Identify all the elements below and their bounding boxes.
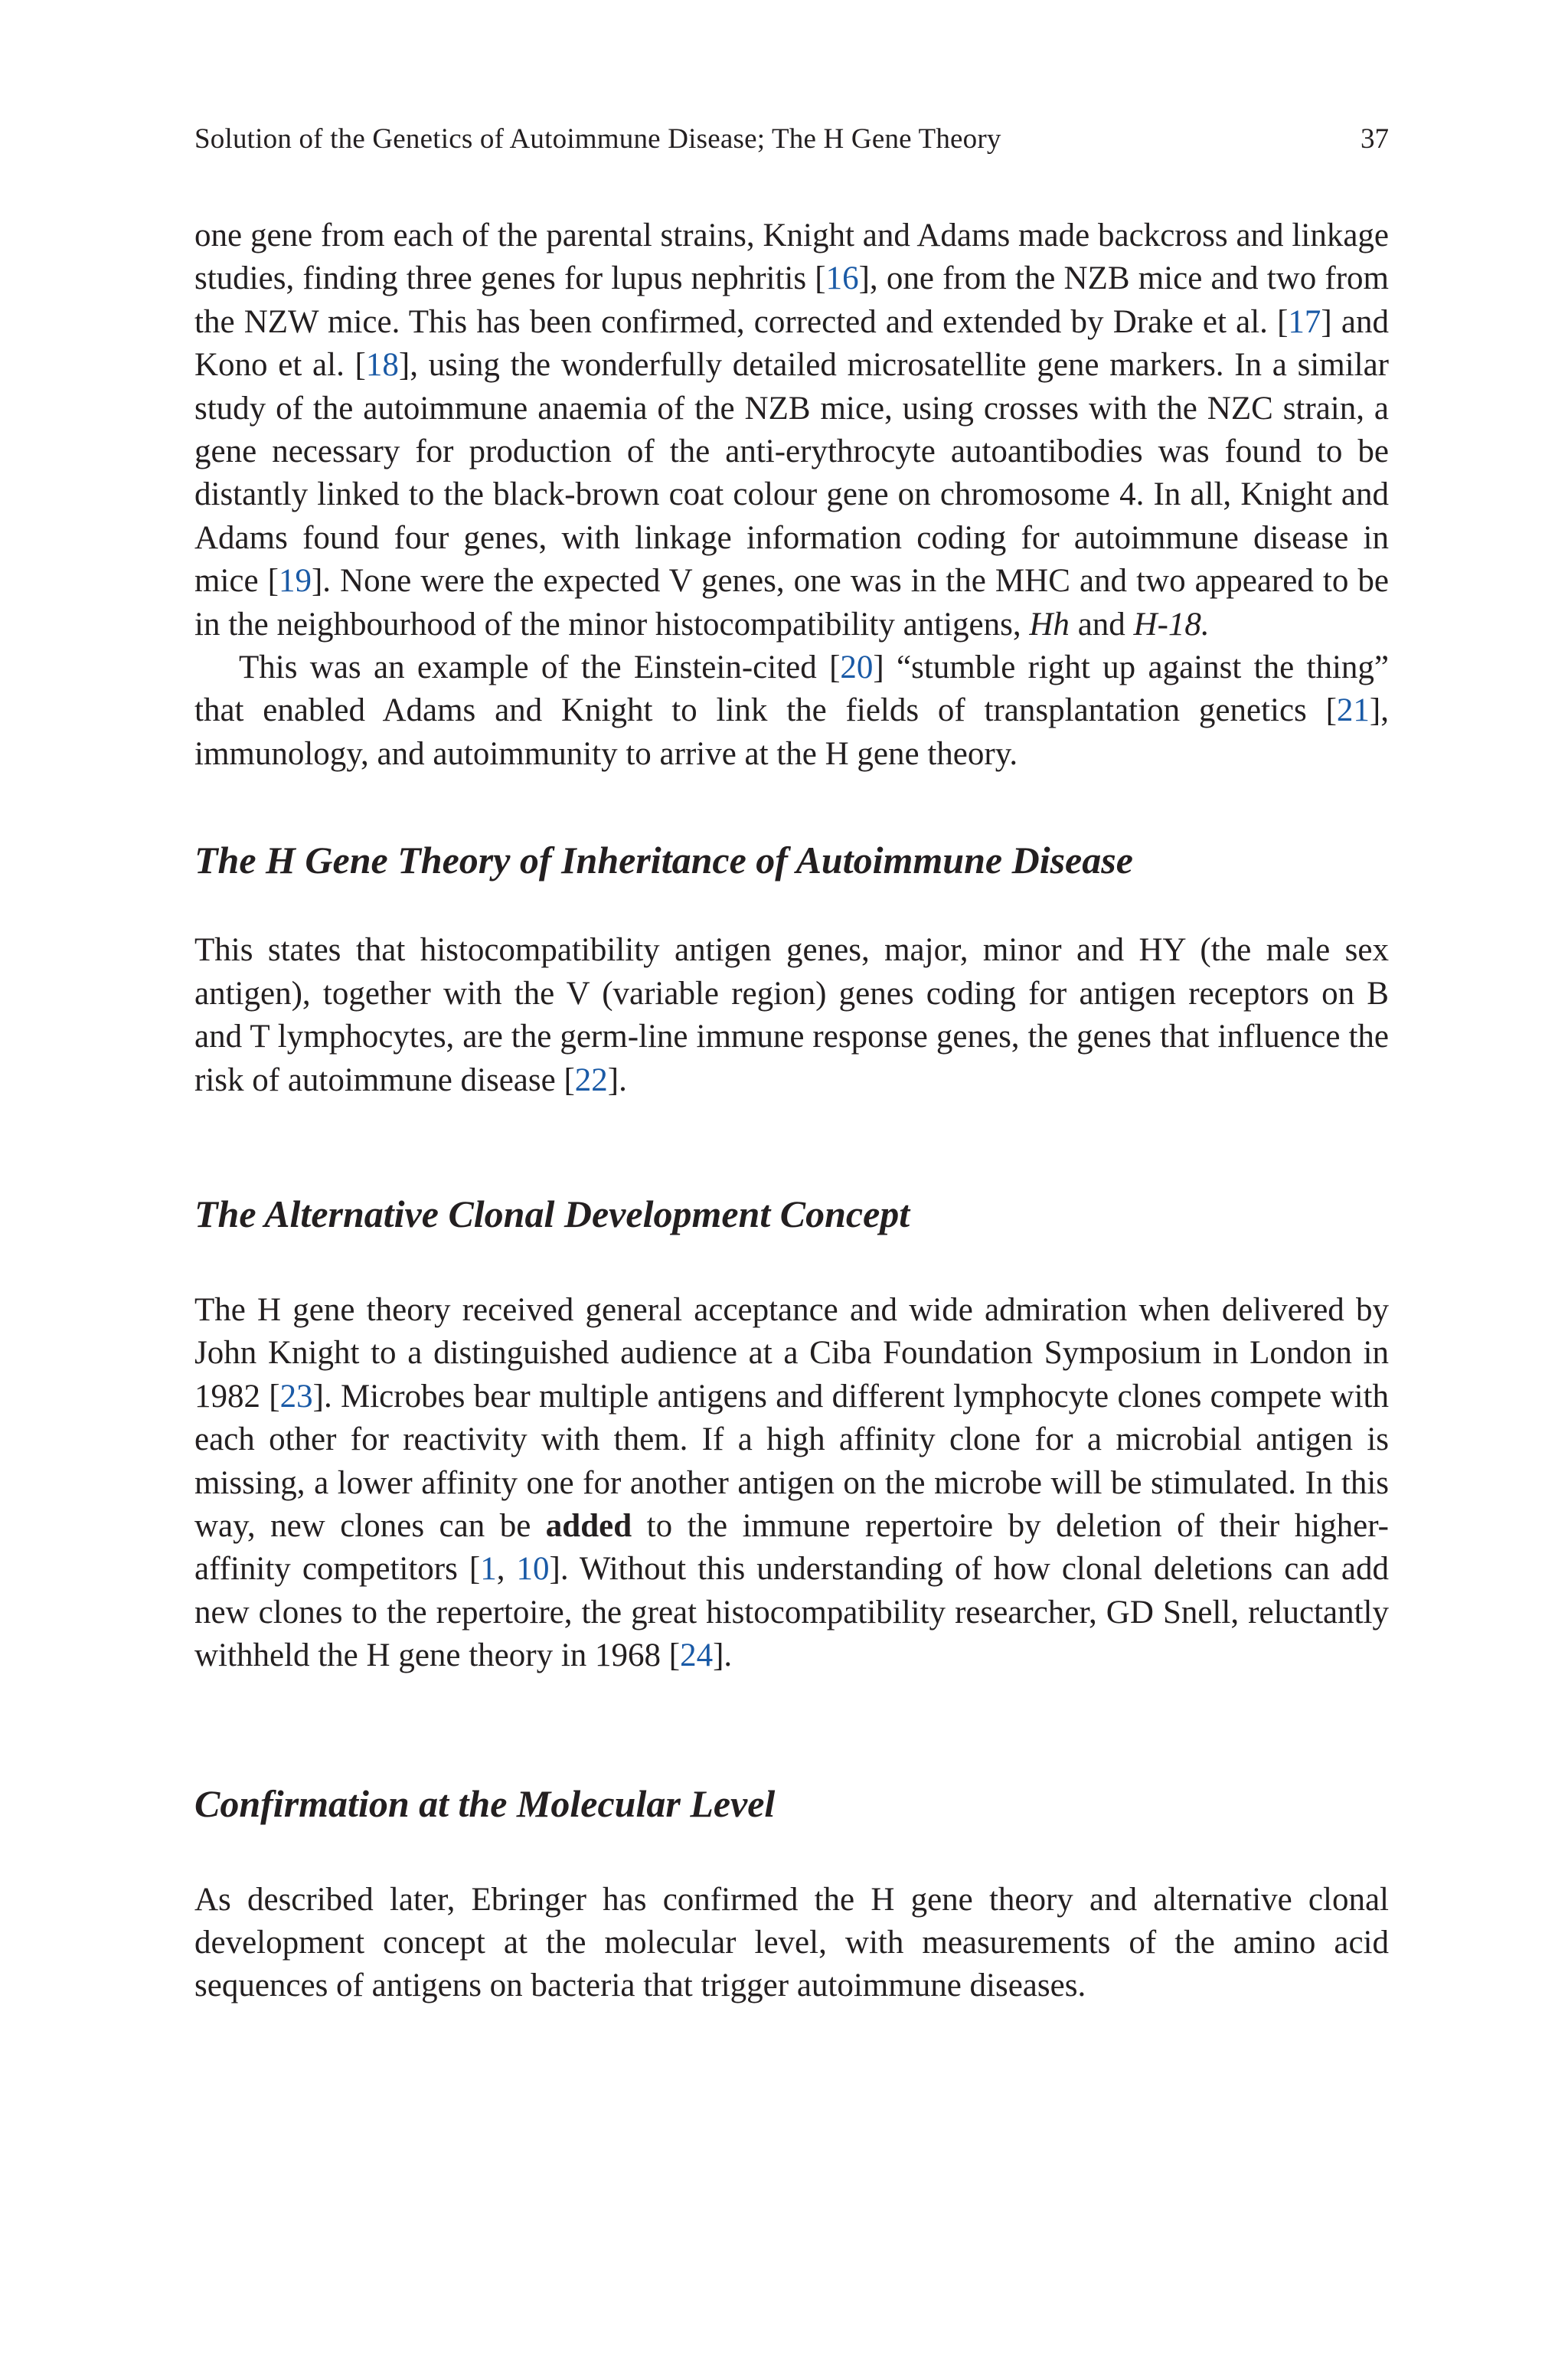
emphasis: added	[545, 1507, 632, 1544]
paragraph: The H gene theory received general acceptance and wide admiration when delivered by John Knight to a distinguished audience at a Ciba Foundation Symposium in London in 1982 [23]. Microbes bear multiple antigens and different lymphocyte clones compete with each other for reactivity with them. If a high affinity clone for a microbial antigen is missing, a lower affinity one for another antigen on the microbe will be stimulated. In this way, new clones can be added to the immune repertoire by deletion of their higher-affinity competitors [1, 10]. Without this understanding of how clonal deletions can add new clones to the repertoire, the great histocompatibility researcher, GD Snell, reluctantly withheld the H gene theory in 1968 [24].	[194, 1291, 1390, 1674]
running-head	[194, 123, 1389, 156]
paragraph: one gene from each of the parental strains, Knight and Adams made backcross and linkage studies, finding three genes for lupus nephritis [16], one from the NZB mice and two from the NZW mice. This has been confirmed, corrected and extended by Drake et al. [17] and Kono et al. [18], using the wonderfully detailed microsatellite gene markers. In a similar study of the autoimmune anaemia of the NZB mice, using crosses with the NZC strain, a gene necessary for production of the anti-erythrocyte autoantibodies was found to be distantly linked to the black-brown coat colour gene on chromosome 4. In all, Knight and Adams found four genes, with linkage information coding for autoimmune disease in mice [19]. None were the expected V genes, one was in the MHC and two appeared to be in the neighbourhood of the minor histocompatibility antigens, Hh and H-18.	[194, 218, 1390, 643]
section-heading: The H Gene Theory of Inheritance of Autoimmune Disease	[194, 839, 1133, 882]
gene-name: H-18.	[1133, 606, 1210, 643]
section-heading: The Alternative Clonal Development Concept	[194, 1192, 910, 1235]
citation-link[interactable]: 10	[516, 1551, 550, 1588]
citation-link[interactable]: 16	[825, 260, 859, 297]
citation-link[interactable]: 21	[1336, 692, 1370, 729]
paragraph: As described later, Ebringer has confirmed the H gene theory and alternative clonal development concept at the molecular level, with measurements of the amino acid sequences of antigens on bacteria that trigger autoimmune diseases.	[194, 1881, 1389, 2004]
citation-link[interactable]: 24	[680, 1637, 714, 1674]
citation-link[interactable]: 20	[840, 649, 874, 686]
page-number: 37	[1361, 123, 1389, 155]
section-heading: Confirmation at the Molecular Level	[194, 1781, 776, 1825]
citation-link[interactable]: 18	[365, 347, 399, 384]
running-head-title: Solution of the Genetics of Autoimmune Disease; The H Gene Theory	[194, 123, 1001, 155]
paragraph: This states that histocompatibility antigen genes, major, minor and HY (the male sex antigen), together with the V (variable region) genes coding for antigen receptors on B and T lymphocytes, are the germ-line immune response genes, the genes that influence the risk of autoimmune disease [22].	[194, 932, 1389, 1098]
citation-link[interactable]: 23	[279, 1378, 313, 1415]
citation-link[interactable]: 22	[574, 1061, 608, 1098]
citation-link[interactable]: 17	[1288, 303, 1321, 340]
citation-link[interactable]: 1	[480, 1551, 497, 1588]
citation-link[interactable]: 19	[278, 563, 312, 600]
page	[194, 123, 1389, 2008]
paragraph: This was an example of the Einstein-cited [20] “stumble right up against the thing” that enabled Adams and Knight to link the fields of transplantation genetics [21], immunology, and autoimmunity to arrive at the H gene theory.	[194, 649, 1389, 772]
gene-name: Hh	[1029, 606, 1070, 643]
